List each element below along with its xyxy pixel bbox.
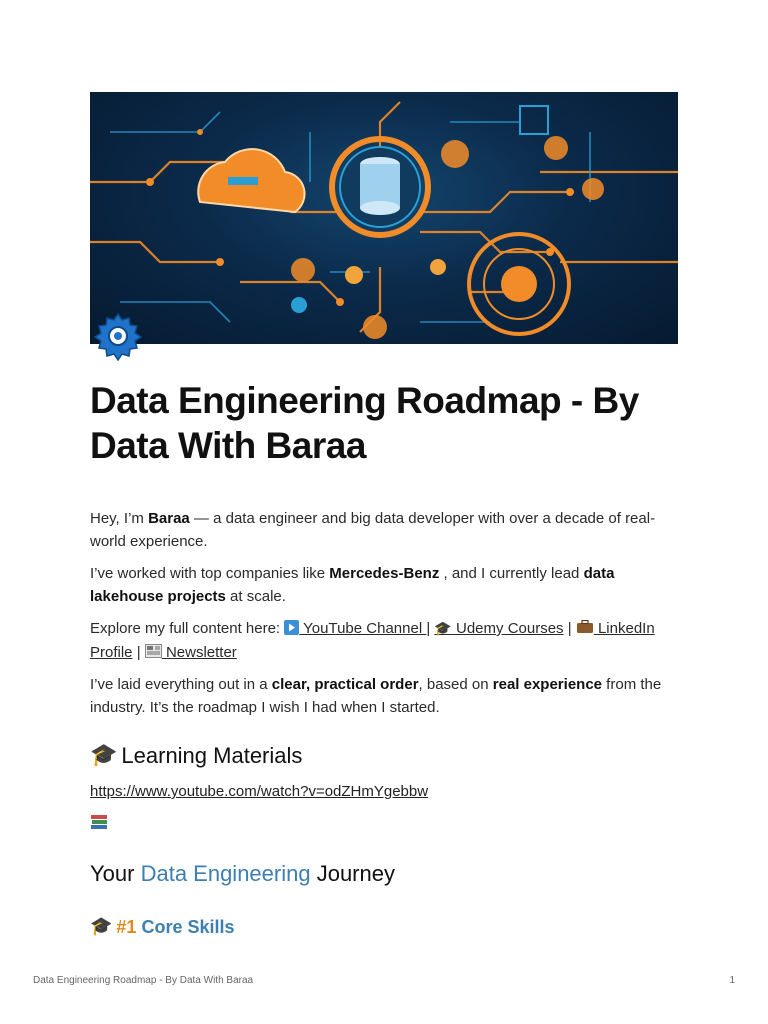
page-footer	[33, 975, 735, 986]
cover-banner	[90, 92, 678, 344]
intro-paragraph: Hey, I’m Baraa — a data engineer and big data developer with over a decade of real-world experience.	[90, 510, 656, 550]
video-link-line	[90, 781, 678, 803]
footer-title: Data Engineering Roadmap - By Data With Baraa	[33, 975, 254, 986]
youtube-link[interactable]: YouTube Channel	[284, 620, 426, 637]
graduation-cap-icon: 🎓	[90, 916, 113, 937]
briefcase-icon	[576, 620, 594, 634]
page-content	[90, 92, 678, 939]
learning-materials-label: Learning Materials	[121, 743, 303, 768]
play-icon	[284, 620, 299, 635]
experience-paragraph: I’ve worked with top companies like Mercedes-Benz , and I currently lead data lakehouse projects at scale.	[90, 565, 615, 605]
udemy-link[interactable]: 🎓 Udemy Courses	[434, 620, 564, 637]
newspaper-icon	[145, 644, 162, 658]
core-skills-heading: 🎓 #1 Core Skills	[90, 916, 235, 937]
video-link[interactable]: https://www.youtube.com/watch?v=odZHmYgebbw	[90, 783, 429, 800]
page-number: 1	[729, 975, 735, 986]
newsletter-link[interactable]: Newsletter	[145, 644, 237, 661]
learning-materials-heading	[90, 741, 678, 771]
page-title: Data Engineering Roadmap - By Data With Baraa	[90, 380, 639, 466]
graduation-cap-icon: 🎓	[90, 743, 118, 768]
graduation-cap-icon: 🎓	[434, 621, 452, 637]
gear-icon	[92, 310, 144, 362]
books-icon	[90, 813, 108, 830]
journey-heading: Your Data Engineering Journey	[90, 861, 395, 886]
linkedin-link[interactable]: LinkedIn Profile	[90, 620, 655, 661]
books-line	[90, 813, 678, 831]
circuit-illustration	[90, 92, 678, 344]
links-paragraph: Explore my full content here: YouTube Channel | 🎓 Udemy Courses | LinkedIn Profile | Newsletter	[90, 620, 655, 661]
roadmap-paragraph: I’ve laid everything out in a clear, practical order, based on real experience from the industry. It’s the roadmap I wish I had when I started.	[90, 676, 662, 716]
